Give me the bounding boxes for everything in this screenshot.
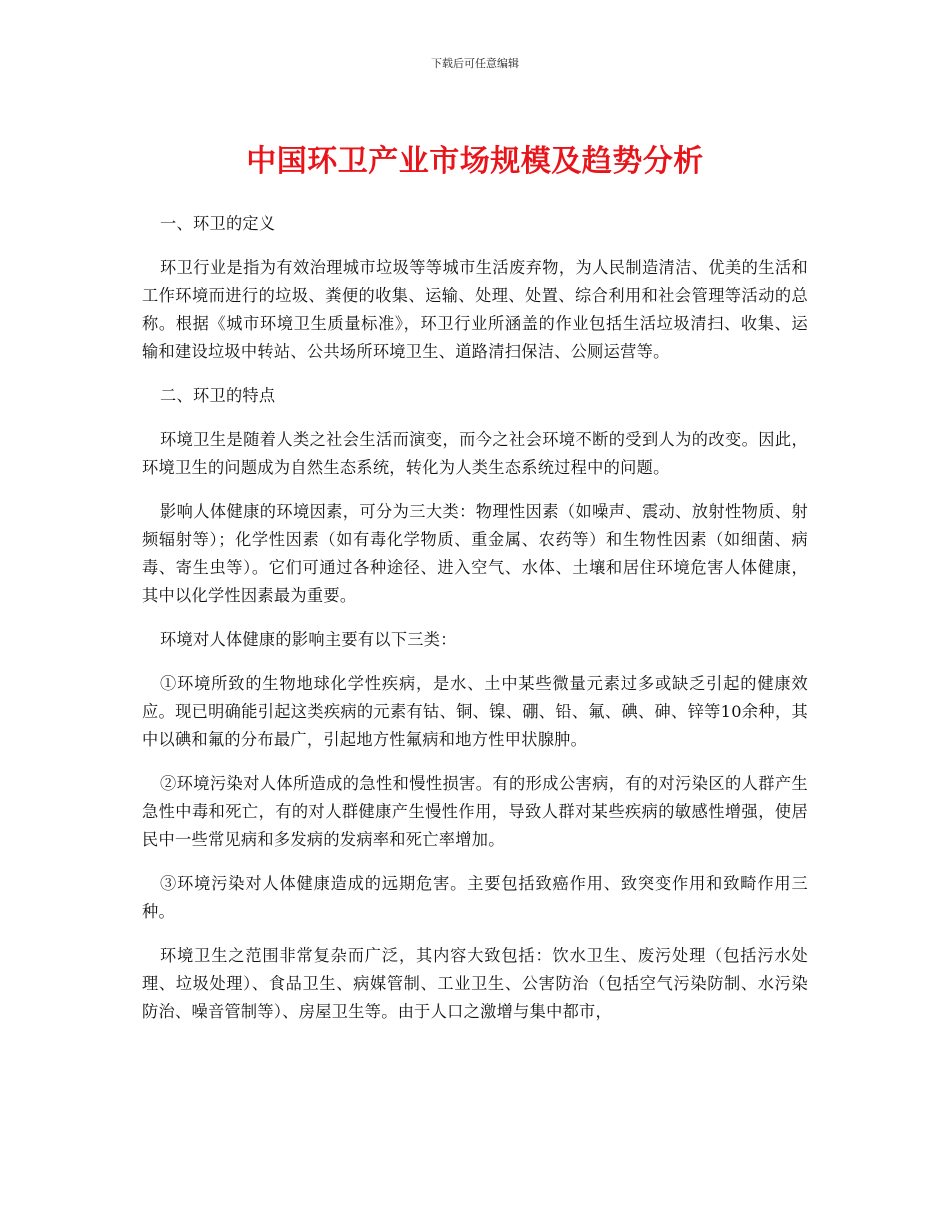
paragraph-impact-intro: 环境对人体健康的影响主要有以下三类： xyxy=(160,630,457,649)
paragraph-scope: 环境卫生之范围非常复杂而广泛，其内容大致包括：饮水卫生、废污处理（包括污水处理、垃圾处理）、食品卫生、病媒管制、工业卫生、公害防治（包括空气污染防制、水污染防治、噪音管制等）、房屋卫生等。由于人口之激增与集中都市， xyxy=(142,946,808,1021)
paragraph-definition: 环卫行业是指为有效治理城市垃圾等等城市生活废弃物，为人民制造清洁、优美的生活和工作环境而进行的垃圾、粪便的收集、运输、处理、处置、综合利用和社会管理等活动的总称。根据《城市环境卫生质量标准》，环卫行业所涵盖的作业包括生活垃圾清扫、收集、运输和建设垃圾中转站、公共场所环境卫生、道路清扫保洁、公厕运营等。 xyxy=(142,258,808,361)
document-title: 中国环卫产业市场规模及趋势分析 xyxy=(246,144,704,179)
page-header-note: 下载后可任意编辑 xyxy=(431,57,519,70)
section-heading-definition: 一、环卫的定义 xyxy=(160,214,276,233)
document-body xyxy=(142,210,808,1042)
paragraph-impact-2: ②环境污染对人体所造成的急性和慢性损害。有的形成公害病，有的对污染区的人群产生急性中毒和死亡，有的对人群健康产生慢性作用，导致人群对某些疾病的敏感性增强，使居民中一些常见病和多发病的发病率和死亡率增加。 xyxy=(142,774,808,849)
paragraph-evolution: 环境卫生是随着人类之社会生活而演变，而今之社会环境不断的受到人为的改变。因此，环境卫生的问题成为自然生态系统，转化为人类生态系统过程中的问题。 xyxy=(142,430,808,477)
paragraph-impact-3: ③环境污染对人体健康造成的远期危害。主要包括致癌作用、致突变作用和致畸作用三种。 xyxy=(142,874,808,921)
section-heading-features: 二、环卫的特点 xyxy=(160,386,276,405)
paragraph-impact-1: ①环境所致的生物地球化学性疾病，是水、土中某些微量元素过多或缺乏引起的健康效应。现已明确能引起这类疾病的元素有钴、铜、镍、硼、铅、氟、碘、砷、锌等10余种，其中以碘和氟的分布最广，引起地方性氟病和地方性甲状腺肿。 xyxy=(142,674,808,749)
paragraph-factors: 影响人体健康的环境因素，可分为三大类：物理性因素（如噪声、震动、放射性物质、射频辐射等）；化学性因素（如有毒化学物质、重金属、农药等）和生物性因素（如细菌、病毒、寄生虫等）。它们可通过各种途径、进入空气、水体、土壤和居住环境危害人体健康，其中以化学性因素最为重要。 xyxy=(142,502,808,605)
